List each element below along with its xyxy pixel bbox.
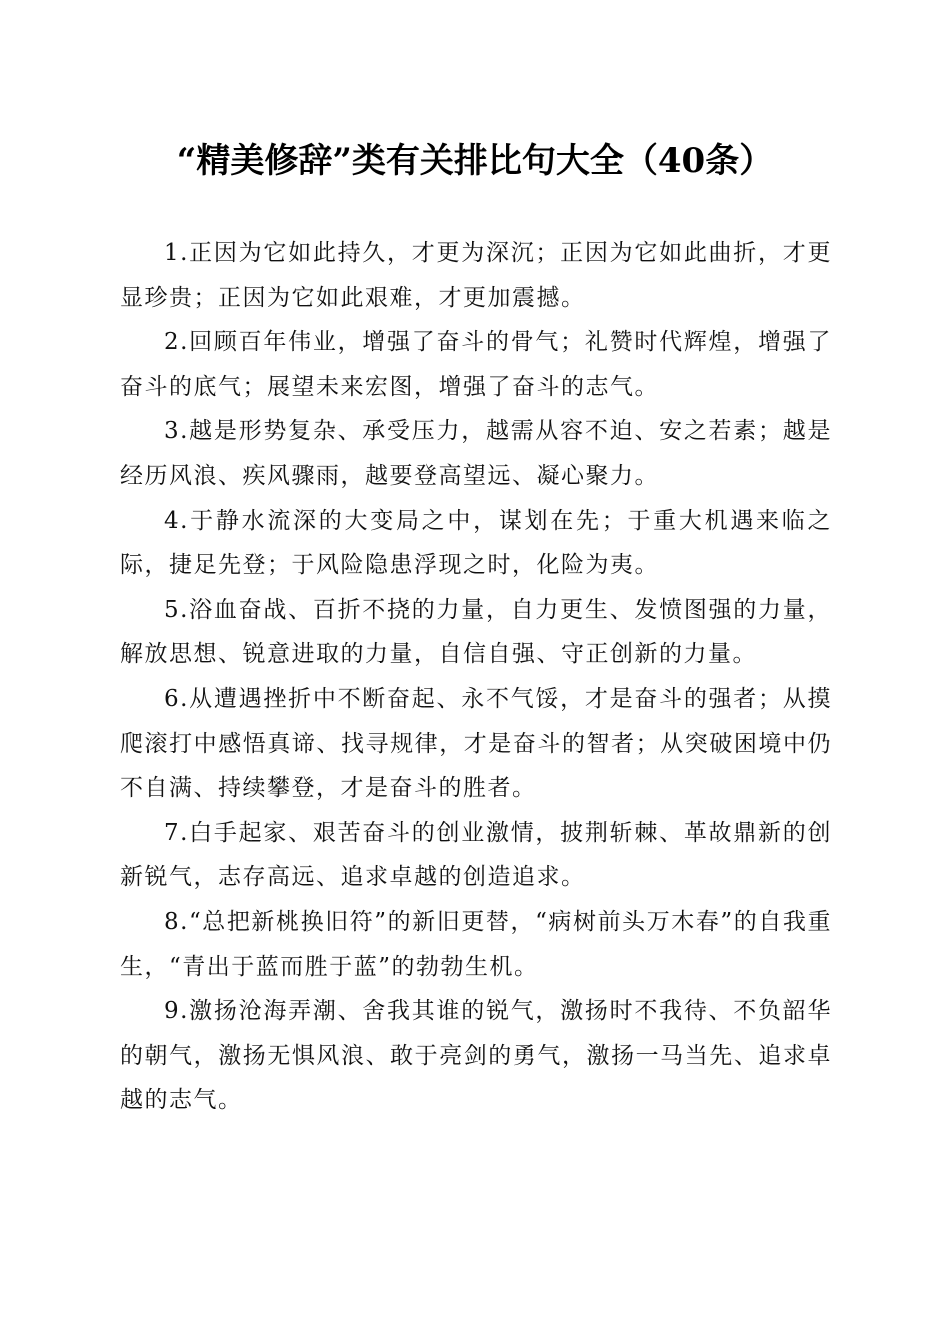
paragraph-2: 2.回顾百年伟业，增强了奋斗的骨气；礼赞时代辉煌，增强了奋斗的底气；展望未来宏图，增强了奋斗的志气。 xyxy=(120,329,832,400)
document-title: “精美修辞”类有关排比句大全（40条） xyxy=(176,141,774,181)
paragraph-4: 4.于静水流深的大变局之中，谋划在先；于重大机遇来临之际，捷足先登；于风险隐患浮现之时，化险为夷。 xyxy=(120,507,832,579)
paragraph-3: 3.越是形势复杂、承受压力，越需从容不迫、安之若素；越是经历风浪、疾风骤雨，越要登高望远、凝心聚力。 xyxy=(120,418,832,489)
paragraph-8: 8.“总把新桃换旧符”的新旧更替，“病树前头万木春”的自我重生，“青出于蓝而胜于蓝”的勃勃生机。 xyxy=(120,908,832,980)
paragraph-6: 6.从遭遇挫折中不断奋起、永不气馁，才是奋斗的强者；从摸爬滚打中感悟真谛、找寻规律，才是奋斗的智者；从突破困境中仍不自满、持续攀登，才是奋斗的胜者。 xyxy=(120,685,832,802)
paragraph-5: 5.浴血奋战、百折不挠的力量，自力更生、发愤图强的力量，解放思想、锐意进取的力量，自信自强、守正创新的力量。 xyxy=(120,596,832,668)
paragraph-7: 7.白手起家、艰苦奋斗的创业激情，披荆斩棘、革故鼎新的创新锐气，志存高远、追求卓越的创造追求。 xyxy=(120,819,832,891)
paragraph-9: 9.激扬沧海弄潮、舍我其谁的锐气，激扬时不我待、不负韶华的朝气，激扬无惧风浪、敢于亮剑的勇气，激扬一马当先、追求卓越的志气。 xyxy=(120,998,832,1114)
document-body xyxy=(120,231,832,1123)
paragraph-1: 1.正因为它如此持久，才更为深沉；正因为它如此曲折，才更显珍贵；正因为它如此艰难，才更加震撼。 xyxy=(120,240,832,311)
